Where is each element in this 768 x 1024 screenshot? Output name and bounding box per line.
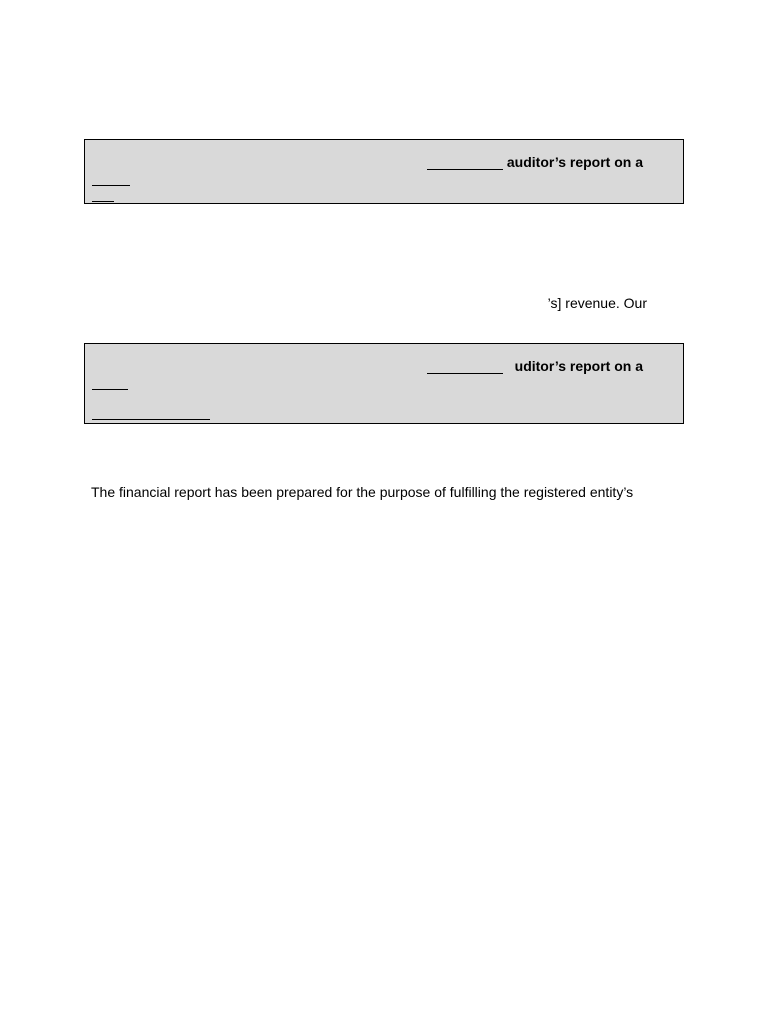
- heading-2: [427, 358, 643, 374]
- revenue-paragraph-fragment: ’s] revenue. Our: [547, 295, 647, 311]
- shaded-heading-box-2: [84, 343, 684, 424]
- heading-1-text: auditor’s report on a: [506, 154, 643, 170]
- heading-1: [427, 154, 643, 170]
- heading-1-blank[interactable]: [427, 154, 503, 170]
- heading-2-text: uditor’s report on a: [514, 358, 643, 374]
- fill-in-rule: [92, 419, 210, 420]
- fill-in-rule: [92, 201, 114, 202]
- financial-report-paragraph: The financial report has been prepared for the purpose of fulfilling the registered entity’s: [91, 484, 634, 500]
- fill-in-rule: [92, 389, 128, 390]
- heading-2-blank[interactable]: [427, 358, 503, 374]
- fill-in-rule: [92, 185, 130, 186]
- shaded-heading-box-1: [84, 139, 684, 204]
